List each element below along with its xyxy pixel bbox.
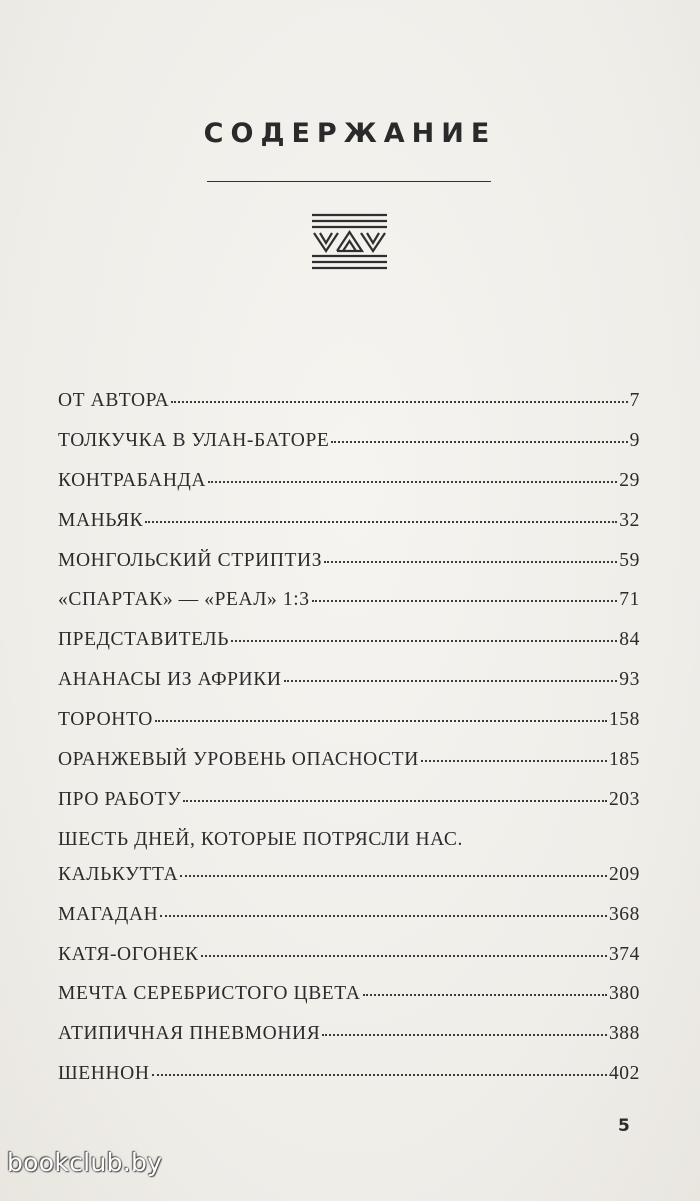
toc-entry[interactable]	[58, 1063, 640, 1103]
toc-page: 59	[619, 549, 640, 571]
toc-entry[interactable]	[58, 669, 640, 709]
toc-entry[interactable]	[58, 470, 640, 510]
page-title: СОДЕРЖАНИЕ	[203, 118, 497, 149]
toc-leader	[152, 1074, 607, 1076]
toc-leader	[363, 994, 607, 996]
toc-page: 158	[608, 709, 640, 731]
toc-entry[interactable]	[58, 709, 640, 749]
toc-page: 203	[608, 788, 640, 810]
toc-leader	[284, 680, 618, 682]
toc-page: 93	[619, 669, 640, 691]
toc-leader	[312, 600, 618, 602]
toc-page: 7	[629, 390, 640, 411]
toc-leader	[183, 800, 607, 802]
toc-page: 388	[608, 1023, 640, 1045]
toc-title: МАГАДАН	[58, 903, 159, 925]
toc-page: 368	[608, 903, 640, 925]
toc-page: 209	[608, 863, 640, 885]
toc-title: ТОЛКУЧКА В УЛАН-БАТОРЕ	[58, 429, 330, 451]
toc-entry[interactable]	[58, 550, 640, 590]
toc-entry-first-line[interactable]	[58, 829, 640, 864]
page-number: 5	[618, 1116, 630, 1136]
table-of-contents	[58, 390, 640, 1103]
toc-page: 374	[608, 943, 640, 965]
toc-title: МАНЬЯК	[58, 509, 144, 531]
toc-page: 29	[619, 469, 640, 491]
toc-page: 380	[608, 983, 640, 1005]
toc-title: АТИПИЧНАЯ ПНЕВМОНИЯ	[58, 1023, 321, 1045]
toc-title: КАТЯ-ОГОНЕК	[58, 943, 199, 965]
toc-entry[interactable]	[58, 864, 640, 904]
toc-title: «СПАРТАК» — «РЕАЛ» 1:3	[58, 589, 310, 611]
toc-page: 71	[619, 589, 640, 611]
toc-page: 185	[608, 749, 640, 771]
toc-leader	[201, 955, 607, 957]
ornament-icon	[311, 213, 388, 270]
toc-entry[interactable]	[58, 1023, 640, 1063]
toc-entry[interactable]	[58, 430, 640, 470]
toc-entry[interactable]	[58, 789, 640, 829]
toc-entry[interactable]	[58, 944, 640, 984]
toc-page: 32	[619, 509, 640, 531]
toc-leader	[231, 640, 617, 642]
toc-title: АНАНАСЫ ИЗ АФРИКИ	[58, 669, 282, 691]
toc-leader	[145, 521, 617, 523]
toc-title: ШЕННОН	[58, 1063, 150, 1085]
toc-title-line1: ШЕСТЬ ДНЕЙ, КОТОРЫЕ ПОТРЯСЛИ НАС.	[58, 828, 463, 850]
toc-page: 402	[608, 1063, 640, 1085]
toc-title: КАЛЬКУТТА	[58, 863, 179, 885]
toc-title: ТОРОНТО	[58, 709, 153, 731]
toc-leader	[208, 481, 617, 483]
toc-title: ОТ АВТОРА	[58, 390, 170, 411]
toc-leader	[322, 1034, 607, 1036]
toc-leader	[155, 720, 607, 722]
site-watermark: bookclub.by	[7, 1148, 163, 1177]
toc-title: МЕЧТА СЕРЕБРИСТОГО ЦВЕТА	[58, 983, 361, 1005]
toc-entry[interactable]	[58, 749, 640, 789]
toc-leader	[171, 401, 627, 403]
toc-leader	[331, 441, 627, 443]
toc-leader	[180, 875, 607, 877]
toc-page: 84	[619, 629, 640, 651]
toc-leader	[160, 915, 607, 917]
toc-leader	[421, 760, 607, 762]
toc-title: КОНТРАБАНДА	[58, 469, 207, 491]
toc-title: МОНГОЛЬСКИЙ СТРИПТИЗ	[58, 549, 323, 571]
toc-entry[interactable]	[58, 589, 640, 629]
toc-entry[interactable]	[58, 904, 640, 944]
toc-entry[interactable]	[58, 390, 640, 430]
toc-title: ОРАНЖЕВЫЙ УРОВЕНЬ ОПАСНОСТИ	[58, 749, 419, 771]
toc-entry[interactable]	[58, 629, 640, 669]
toc-title: ПРЕДСТАВИТЕЛЬ	[58, 629, 230, 651]
toc-entry[interactable]	[58, 510, 640, 550]
toc-entry[interactable]	[58, 983, 640, 1023]
toc-page: 9	[629, 429, 640, 451]
title-divider	[207, 181, 491, 182]
toc-leader	[324, 561, 617, 563]
toc-title: ПРО РАБОТУ	[58, 788, 182, 810]
